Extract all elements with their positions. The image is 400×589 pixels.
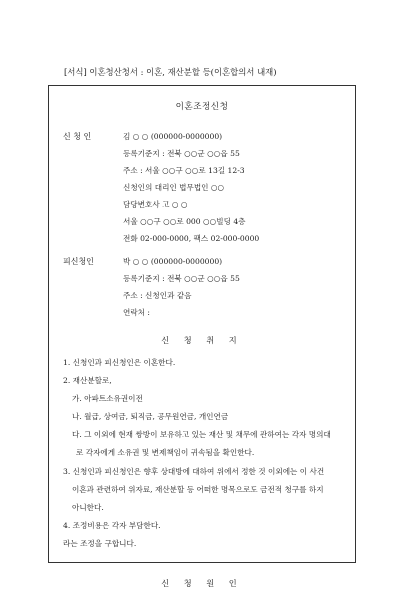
cause-title: 신 청 원 인 <box>161 578 243 588</box>
purpose-line: 나. 월급, 상여금, 퇴직금, 공무원연금, 개인연금 <box>72 412 229 421</box>
purpose-line: 가. 아파트소유권이전 <box>72 394 143 403</box>
document-frame <box>48 85 356 588</box>
purpose-line: 이혼과 관련하여 위자료, 재산분할 등 어떠한 명목으로도 금전적 청구를 하지 <box>72 485 324 494</box>
applicant-line: 서울 ○○구 ○○로 000 ○○빌딩 4층 <box>123 217 246 226</box>
applicant-line: 전화 02-000-0000, 팩스 02-000-0000 <box>123 234 260 243</box>
purpose-line: 1. 신청인과 피신청인은 이혼한다. <box>63 358 176 367</box>
applicant-line: 김 ○ ○ (000000-0000000) <box>123 132 223 141</box>
purpose-line: 다. 그 이외에 현재 쌍방이 보유하고 있는 재산 및 채무에 관하여는 각자 명의대 <box>72 430 331 439</box>
applicant-line: 담당변호사 고 ○ ○ <box>123 200 188 209</box>
purpose-line: 2. 재산분할로, <box>63 376 112 385</box>
form-header: [서식] 이혼청산청서 : 이혼, 재산분할 등(이혼합의서 내재) <box>64 67 277 77</box>
purpose-line: 라는 조정을 구합니다. <box>63 539 137 548</box>
purpose-title: 신 청 취 지 <box>161 335 243 345</box>
respondent-line: 연락처 : <box>123 308 150 317</box>
respondent-label: 피신청인 <box>63 257 94 266</box>
document-title: 이혼조정신청 <box>175 102 229 112</box>
applicant-line: 주소 : 서울 ○○구 ○○로 13길 12-3 <box>123 166 245 175</box>
applicant-label: 신 청 인 <box>63 132 92 141</box>
applicant-line: 신청인의 대리인 법무법인 ○○ <box>123 183 225 192</box>
applicant-line: 등록기준지 : 전북 ○○군 ○○읍 55 <box>123 149 240 158</box>
purpose-line: 4. 조정비용은 각자 부담한다. <box>63 521 161 530</box>
purpose-line: 3. 신청인과 피신청인은 향후 상대방에 대하여 위에서 정한 것 이외에는 이 사건 <box>63 467 325 476</box>
purpose-line: 로 각자에게 소유권 및 변제책임이 귀속됨을 확인한다. <box>76 448 255 457</box>
respondent-line: 박 ○ ○ (000000-0000000) <box>123 257 223 266</box>
respondent-line: 등록기준지 : 전북 ○○군 ○○읍 55 <box>123 274 240 283</box>
respondent-line: 주소 : 신청인과 같음 <box>123 291 192 300</box>
purpose-line: 아니한다. <box>72 503 104 512</box>
